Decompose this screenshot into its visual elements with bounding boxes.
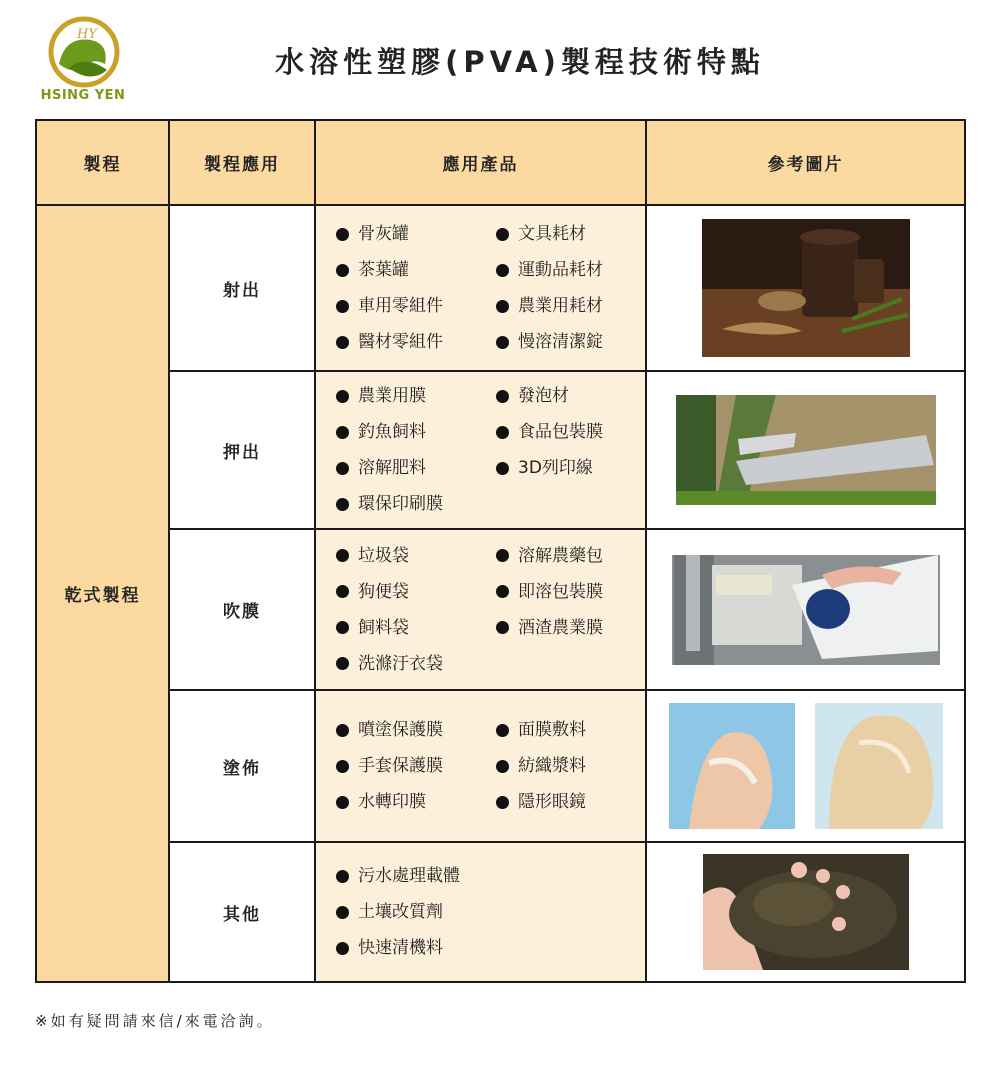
agricultural-film-photo (676, 395, 936, 505)
table-row (36, 842, 965, 982)
reference-image-cell (646, 371, 965, 529)
header-process: 製程 (36, 120, 169, 205)
application-cell: 射出 (169, 205, 315, 371)
tea-jar-photo (702, 219, 910, 357)
footnote: ※如有疑問請來信/來電洽詢。 (35, 1012, 275, 1030)
table-header-row (36, 120, 965, 205)
bullet-icon (496, 585, 509, 598)
product-item: 環保印刷膜 (336, 492, 496, 516)
application-cell: 押出 (169, 371, 315, 529)
product-item: 即溶包裝膜 (496, 580, 646, 604)
bullet-icon (336, 390, 349, 403)
bullet-icon (336, 336, 349, 349)
bullet-icon (336, 760, 349, 773)
product-item: 垃圾袋 (336, 544, 496, 568)
header-application: 製程應用 (169, 120, 315, 205)
reference-image-cell (646, 690, 965, 842)
product-item: 水轉印膜 (336, 790, 496, 814)
bullet-icon (496, 426, 509, 439)
bullet-icon (496, 228, 509, 241)
bullet-icon (336, 585, 349, 598)
product-item: 隱形眼鏡 (496, 790, 646, 814)
bullet-icon (336, 549, 349, 562)
bullet-icon (496, 796, 509, 809)
logo-letters: HY (77, 27, 97, 42)
bullet-icon (496, 724, 509, 737)
product-item: 酒渣農業膜 (496, 616, 646, 640)
dissolving-pod-photo (672, 555, 940, 665)
products-cell (315, 371, 646, 529)
products-cell (315, 205, 646, 371)
application-cell: 塗佈 (169, 690, 315, 842)
bullet-icon (496, 462, 509, 475)
bullet-icon (336, 300, 349, 313)
bullet-icon (336, 228, 349, 241)
product-item: 釣魚飼料 (336, 420, 496, 444)
product-item: 溶解肥料 (336, 456, 496, 480)
bullet-icon (336, 870, 349, 883)
process-table (35, 119, 966, 983)
bullet-icon (496, 760, 509, 773)
skin-coating-photo (669, 703, 943, 829)
product-item: 車用零組件 (336, 294, 496, 318)
table-row (36, 205, 965, 371)
product-item: 快速清機料 (336, 936, 636, 960)
product-item: 狗便袋 (336, 580, 496, 604)
product-item: 茶葉罐 (336, 258, 496, 282)
bullet-icon (336, 498, 349, 511)
product-item: 農業用耗材 (496, 294, 646, 318)
product-item: 面膜敷料 (496, 718, 646, 742)
product-item: 文具耗材 (496, 222, 646, 246)
bullet-icon (336, 462, 349, 475)
product-item: 手套保護膜 (336, 754, 496, 778)
product-item: 飼料袋 (336, 616, 496, 640)
application-cell: 吹膜 (169, 529, 315, 690)
leaf-logo-icon (45, 14, 123, 90)
product-item: 噴塗保護膜 (336, 718, 496, 742)
product-item: 溶解農藥包 (496, 544, 646, 568)
header-products: 應用產品 (315, 120, 646, 205)
bullet-icon (336, 724, 349, 737)
product-item: 醫材零組件 (336, 330, 496, 354)
product-item: 發泡材 (496, 384, 646, 408)
products-cell (315, 690, 646, 842)
product-item: 慢溶清潔錠 (496, 330, 646, 354)
reference-image-cell (646, 205, 965, 371)
page-title: 水溶性塑膠(PVA)製程技術特點 (275, 45, 765, 79)
soil-in-hand-photo (703, 854, 909, 970)
product-item: 骨灰罐 (336, 222, 496, 246)
product-item: 土壤改質劑 (336, 900, 636, 924)
bullet-icon (336, 426, 349, 439)
products-cell (315, 529, 646, 690)
process-cell: 乾式製程 (36, 205, 169, 982)
product-item: 污水處理載體 (336, 864, 636, 888)
product-item: 食品包裝膜 (496, 420, 646, 444)
bullet-icon (496, 336, 509, 349)
table-row (36, 529, 965, 690)
bullet-icon (336, 621, 349, 634)
bullet-icon (336, 264, 349, 277)
product-item: 3D列印線 (496, 456, 646, 480)
reference-image-cell (646, 529, 965, 690)
application-cell: 其他 (169, 842, 315, 982)
header-reference-image: 參考圖片 (646, 120, 965, 205)
bullet-icon (496, 390, 509, 403)
bullet-icon (336, 906, 349, 919)
product-item: 運動品耗材 (496, 258, 646, 282)
bullet-icon (496, 300, 509, 313)
bullet-icon (496, 264, 509, 277)
bullet-icon (336, 942, 349, 955)
products-cell (315, 842, 646, 982)
bullet-icon (336, 796, 349, 809)
product-item: 紡織漿料 (496, 754, 646, 778)
reference-image-cell (646, 842, 965, 982)
bullet-icon (496, 621, 509, 634)
product-item: 農業用膜 (336, 384, 496, 408)
product-item: 洗滌汙衣袋 (336, 652, 496, 676)
table-row (36, 371, 965, 529)
bullet-icon (496, 549, 509, 562)
bullet-icon (336, 657, 349, 670)
table-row (36, 690, 965, 842)
brand-name: HSING YEN (40, 88, 126, 103)
